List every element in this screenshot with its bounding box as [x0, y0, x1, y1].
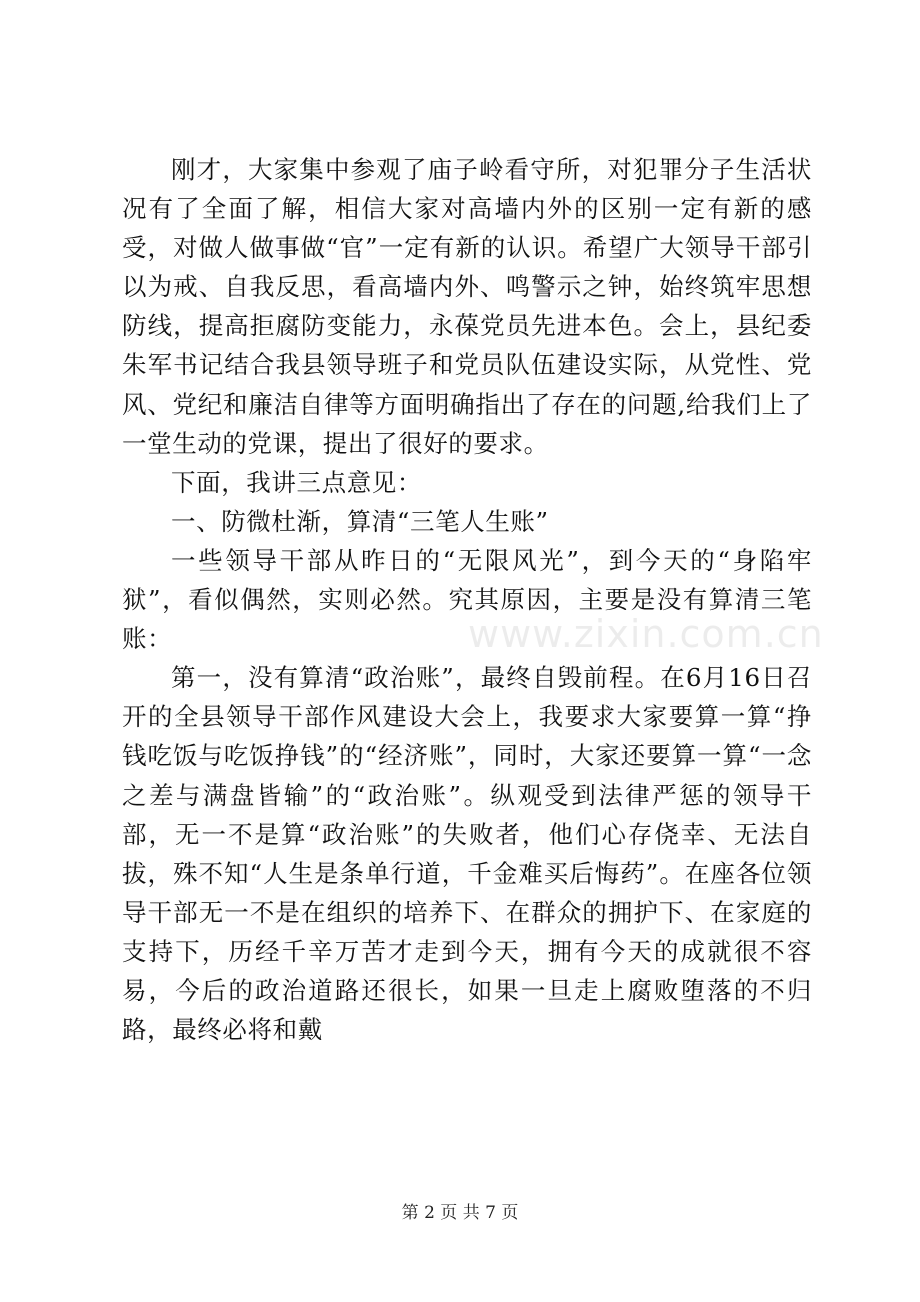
page-footer: 第 2 页 共 7 页 — [401, 1203, 519, 1223]
watermark: www.zixin.com.cn — [468, 612, 824, 656]
section-heading-1: 一、防微杜渐，算清“三笔人生账” — [171, 506, 549, 536]
paragraph-transition: 下面，我讲三点意见： — [171, 467, 422, 497]
document-body — [122, 150, 812, 1049]
paragraph-three-accounts: 一些领导干部从昨日的“无限风光”，到今天的“身陷牢狱”，看似偶然，实则必然。究其原因，主要是没有算清三笔账： — [122, 545, 812, 654]
paragraph-political-account: 第一，没有算清“政治账”，最终自毁前程。在6月16日召开的全县领导干部作风建设大会上，我要求大家要算一算“挣钱吃饭与吃饭挣钱”的“经济账”，同时，大家还要算一算“一念之差与满盘皆输”的“政治账”。纵观受到法律严惩的领导干部，无一不是算“政治账”的失败者，他们心存侥幸、无法自拔，殊不知“人生是条单行道，千金难买后悔药”。在座各位领导干部无一不是在组织的培养下、在群众的拥护下、在家庭的支持下，历经千辛万苦才走到今天，拥有今天的成就很不容易，今后的政治道路还很长，如果一旦走上腐败堕落的不归路，最终必将和戴 — [122, 663, 812, 1045]
paragraph-intro: 刚才，大家集中参观了庙子岭看守所，对犯罪分子生活状况有了全面了解，相信大家对高墙内外的区别一定有新的感受，对做人做事做“官”一定有新的认识。希望广大领导干部引以为戒、自我反思，看高墙内外、鸣警示之钟，始终筑牢思想防线，提高拒腐防变能力，永葆党员先进本色。会上，县纪委朱军书记结合我县领导班子和党员队伍建设实际，从党性、党风、党纪和廉洁自律等方面明确指出了存在的问题,给我们上了一堂生动的党课，提出了很好的要求。 — [122, 155, 812, 458]
